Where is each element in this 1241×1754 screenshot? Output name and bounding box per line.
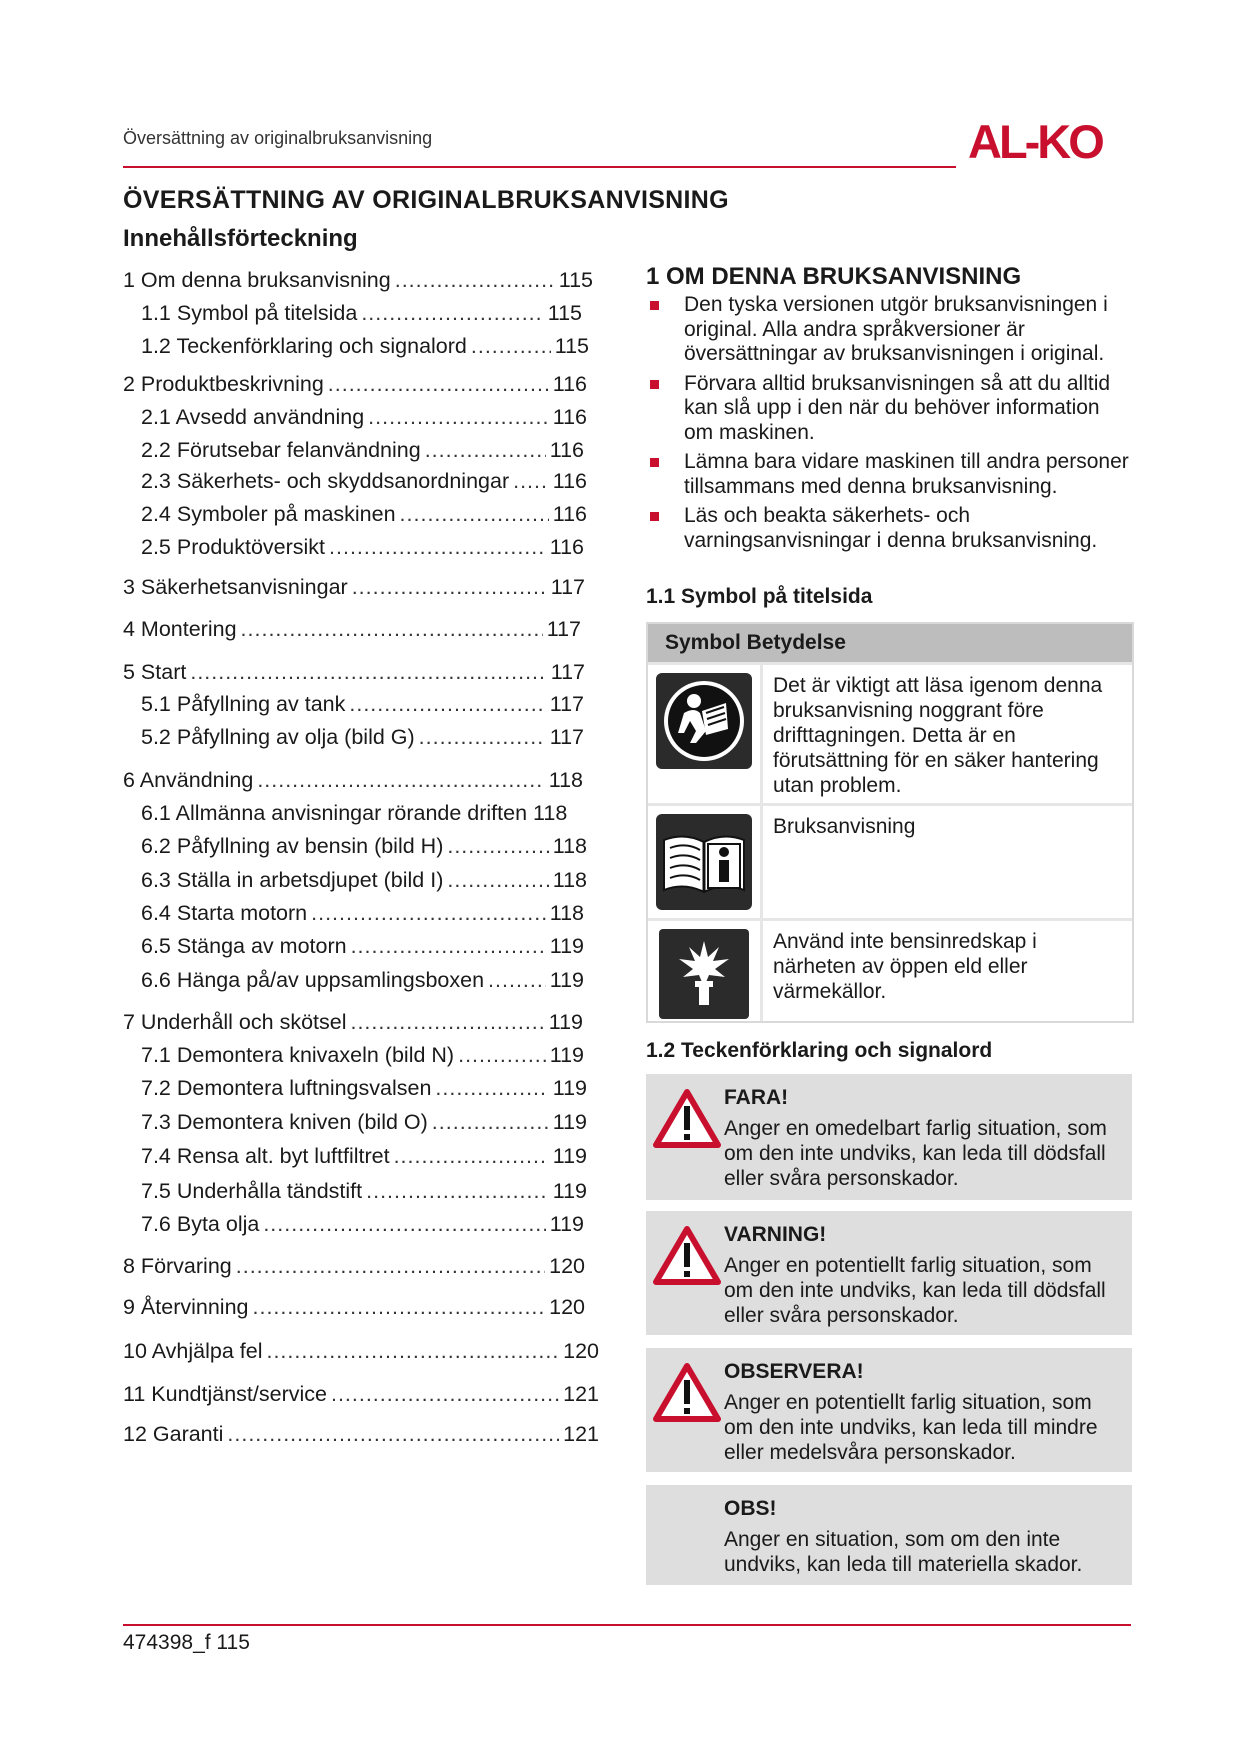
warning-triangle-icon bbox=[653, 1225, 721, 1285]
toc-leader bbox=[351, 934, 546, 959]
toc-leader bbox=[329, 535, 546, 560]
toc-entry-page: 116 bbox=[549, 535, 584, 559]
toc-entry-label: 6.2 Påfyllning av bensin (bild H) bbox=[141, 834, 444, 858]
bullet-item: Den tyska versionen utgör bruksanvisningen i original. Alla andra språkversioner är översättningar av bruksanvisningen i original. bbox=[646, 293, 1132, 367]
toc-entry-page: 117 bbox=[546, 617, 581, 641]
toc-leader bbox=[328, 372, 549, 397]
section-1-bullets bbox=[646, 293, 1132, 558]
toc-entry-label: 2.2 Förutsebar felanvändning bbox=[141, 438, 421, 462]
warning-triangle-icon bbox=[653, 1088, 721, 1148]
logo-text: AL-KO bbox=[968, 115, 1102, 168]
toc-entry-page: 117 bbox=[549, 692, 584, 716]
toc-entry-label: 7.2 Demontera luftningsvalsen bbox=[141, 1076, 432, 1100]
toc-entry-page: 120 bbox=[549, 1295, 585, 1319]
toc-leader bbox=[447, 834, 548, 859]
toc-entry-page: 115 bbox=[554, 334, 589, 358]
warning-triangle-icon bbox=[653, 1362, 721, 1422]
toc-leader bbox=[435, 1076, 548, 1101]
toc-entry-page: 116 bbox=[552, 372, 587, 396]
toc-entry[interactable] bbox=[141, 1043, 584, 1068]
toc-entry-label: 7.5 Underhålla tändstift bbox=[141, 1179, 363, 1203]
toc-entry-page: 117 bbox=[549, 725, 584, 749]
symbol-meaning: Det är viktigt att läsa igenom denna bruksanvisning noggrant före drifttagningen. Detta är en förutsättning för en säker hantering utan problem. bbox=[773, 674, 1103, 797]
alko-logo bbox=[968, 112, 1128, 168]
toc-entry[interactable] bbox=[141, 1076, 587, 1101]
toc-entry-page: 115 bbox=[558, 268, 593, 292]
toc-entry[interactable] bbox=[141, 692, 584, 717]
toc-leader bbox=[513, 469, 549, 494]
warning-box-warning bbox=[646, 1211, 1132, 1335]
toc-entry[interactable] bbox=[141, 438, 584, 463]
toc-entry-label: 2.1 Avsedd användning bbox=[141, 405, 365, 429]
toc-entry-page: 120 bbox=[563, 1339, 599, 1363]
toc-entry[interactable] bbox=[141, 1212, 584, 1237]
toc-entry-page: 119 bbox=[552, 1110, 587, 1134]
signal-word: OBS! bbox=[724, 1497, 777, 1520]
warning-text: Anger en potentiellt farlig situation, som om den inte undviks, kan leda till dödsfall eller svåra personskador. bbox=[724, 1254, 1106, 1327]
toc-entry[interactable] bbox=[141, 405, 587, 430]
toc-leader bbox=[471, 334, 551, 359]
toc-entry-label: 2.4 Symboler på maskinen bbox=[141, 502, 396, 526]
toc-entry-page: 117 bbox=[550, 575, 585, 599]
toc-entry[interactable] bbox=[141, 469, 587, 494]
section-1-1-heading: 1.1 Symbol på titelsida bbox=[646, 585, 873, 608]
toc-entry-label: 7.3 Demontera kniven (bild O) bbox=[141, 1110, 428, 1134]
toc-leader bbox=[447, 868, 548, 893]
warning-content bbox=[724, 1360, 1119, 1465]
header-title: Översättning av originalbruksanvisning bbox=[123, 128, 433, 148]
toc-entry-label: 6 Användning bbox=[123, 768, 254, 792]
toc-entry-label: 5 Start bbox=[123, 660, 187, 684]
toc-entry-page: 117 bbox=[550, 660, 585, 684]
bullet-square-icon bbox=[650, 458, 659, 467]
toc-entry-label: 3 Säkerhetsanvisningar bbox=[123, 575, 348, 599]
toc-leader bbox=[311, 901, 546, 926]
toc-entry[interactable] bbox=[141, 1110, 587, 1135]
toc-entry[interactable] bbox=[141, 301, 582, 326]
toc-entry[interactable] bbox=[141, 502, 587, 527]
manual-info-icon bbox=[656, 814, 752, 910]
toc-leader bbox=[352, 575, 547, 600]
toc-entry[interactable] bbox=[141, 801, 596, 826]
toc-entry[interactable] bbox=[141, 1144, 587, 1169]
toc-entry-page: 116 bbox=[549, 438, 584, 462]
toc-entry[interactable] bbox=[123, 1422, 599, 1447]
toc-entry-page: 118 bbox=[552, 868, 587, 892]
toc-entry[interactable] bbox=[123, 268, 593, 293]
table-row bbox=[648, 918, 1132, 1021]
warning-content bbox=[724, 1086, 1119, 1191]
section-1-heading: 1 OM DENNA BRUKSANVISNING bbox=[646, 263, 1022, 290]
toc-leader bbox=[394, 1144, 549, 1169]
signal-word: FARA! bbox=[724, 1086, 789, 1109]
toc-entry[interactable] bbox=[123, 1010, 583, 1035]
toc-entry[interactable] bbox=[141, 334, 589, 359]
toc-entry[interactable] bbox=[123, 575, 585, 600]
toc-leader bbox=[253, 1295, 546, 1320]
toc-entry-page: 118 bbox=[552, 834, 587, 858]
toc-entry[interactable] bbox=[123, 1382, 599, 1407]
toc-entry[interactable] bbox=[123, 1295, 585, 1320]
toc-heading: Innehållsförteckning bbox=[123, 225, 358, 252]
toc-entry-page: 118 bbox=[548, 768, 583, 792]
toc-leader bbox=[241, 617, 543, 642]
toc-entry-page: 116 bbox=[552, 405, 587, 429]
toc-entry-label: 6.5 Stänga av motorn bbox=[141, 934, 347, 958]
symbol-cell bbox=[648, 665, 763, 803]
header-divider bbox=[123, 166, 956, 168]
toc-entry[interactable] bbox=[141, 934, 584, 959]
toc-leader bbox=[263, 1212, 545, 1237]
symbol-meaning: Använd inte bensinredskap i närheten av öppen eld eller värmekällor. bbox=[773, 930, 1037, 1003]
signal-word: OBSERVERA! bbox=[724, 1360, 864, 1383]
symbol-cell bbox=[648, 806, 763, 918]
bullet-item: Förvara alltid bruksanvisningen så att du alltid kan slå upp i den när du behöver information om maskinen. bbox=[646, 372, 1132, 446]
symbol-table bbox=[646, 622, 1134, 1023]
toc-entry-label: 10 Avhjälpa fel bbox=[123, 1339, 263, 1363]
toc-entry[interactable] bbox=[141, 868, 587, 893]
toc-leader bbox=[257, 768, 544, 793]
bullet-square-icon bbox=[650, 380, 659, 389]
toc-leader bbox=[400, 502, 549, 527]
toc-entry-label: 2.5 Produktöversikt bbox=[141, 535, 326, 559]
toc-leader bbox=[368, 405, 549, 430]
toc-entry-page: 119 bbox=[552, 1076, 587, 1100]
toc-entry[interactable] bbox=[123, 372, 587, 397]
toc-entry-label: 12 Garanti bbox=[123, 1422, 224, 1446]
toc-entry-label: 9 Återvinning bbox=[123, 1295, 249, 1319]
toc-entry[interactable] bbox=[123, 768, 583, 793]
toc-entry-label: 2.3 Säkerhets- och skyddsanordningar bbox=[141, 469, 510, 493]
notice-box bbox=[646, 1485, 1132, 1585]
toc-entry-label: 5.1 Påfyllning av tank bbox=[141, 692, 346, 716]
toc-entry-label: 1 Om denna bruksanvisning bbox=[123, 268, 391, 292]
toc-entry-page: 119 bbox=[549, 1043, 584, 1067]
warning-text: Anger en potentiellt farlig situation, som om den inte undviks, kan leda till mindre eller medelsvåra personskador. bbox=[724, 1391, 1098, 1464]
toc-entry-label: 2 Produktbeskrivning bbox=[123, 372, 324, 396]
toc-leader bbox=[488, 968, 546, 993]
toc-entry-page: 120 bbox=[549, 1254, 585, 1278]
toc-entry[interactable] bbox=[141, 901, 584, 926]
toc-entry-label: 6.4 Starta motorn bbox=[141, 901, 308, 925]
toc-leader bbox=[350, 1010, 544, 1035]
toc-entry-label: 1.2 Teckenförklaring och signalord bbox=[141, 334, 467, 358]
toc-entry-page: 118 bbox=[549, 901, 584, 925]
toc-entry[interactable] bbox=[141, 1179, 587, 1204]
toc-entry[interactable] bbox=[123, 1254, 585, 1279]
toc-entry-page: 119 bbox=[549, 934, 584, 958]
section-1-2-heading: 1.2 Teckenförklaring och signalord bbox=[646, 1039, 993, 1062]
toc-leader bbox=[395, 268, 555, 293]
read-manual-icon bbox=[656, 673, 752, 769]
toc-entry[interactable] bbox=[141, 968, 584, 993]
toc-leader bbox=[236, 1254, 545, 1279]
toc-leader bbox=[458, 1043, 546, 1068]
toc-entry-label: 7.4 Rensa alt. byt luftfiltret bbox=[141, 1144, 390, 1168]
signal-word: VARNING! bbox=[724, 1223, 827, 1246]
toc-leader bbox=[432, 1110, 549, 1135]
warning-box-danger bbox=[646, 1074, 1132, 1200]
toc-leader bbox=[190, 660, 546, 685]
fuel-fire-icon bbox=[659, 929, 749, 1019]
warning-text: Anger en situation, som om den inte undviks, kan leda till materiella skador. bbox=[724, 1528, 1083, 1576]
toc-leader bbox=[266, 1339, 559, 1364]
bullet-item: Lämna bara vidare maskinen till andra personer tillsammans med denna bruksanvisning. bbox=[646, 450, 1132, 499]
toc-entry-page: 119 bbox=[552, 1179, 587, 1203]
toc-leader bbox=[331, 1382, 559, 1407]
symbol-table-header: Symbol Betydelse bbox=[648, 624, 1132, 662]
toc-entry-page: 116 bbox=[552, 469, 587, 493]
toc-entry[interactable] bbox=[123, 660, 585, 685]
toc-leader bbox=[419, 725, 546, 750]
toc-leader bbox=[349, 692, 545, 717]
toc-entry[interactable] bbox=[141, 535, 584, 560]
toc-entry-label: 8 Förvaring bbox=[123, 1254, 232, 1278]
toc-leader bbox=[425, 438, 546, 463]
toc-entry-label: 6.1 Allmänna anvisningar rörande driften bbox=[141, 801, 528, 825]
symbol-meaning: Bruksanvisning bbox=[773, 815, 916, 838]
toc-leader bbox=[366, 1179, 549, 1204]
bullet-square-icon bbox=[650, 512, 659, 521]
toc-leader bbox=[361, 301, 543, 326]
toc-entry-page: 119 bbox=[549, 1212, 584, 1236]
toc-leader bbox=[227, 1422, 559, 1447]
toc-entry-page: 119 bbox=[548, 1010, 583, 1034]
toc-entry-page: 115 bbox=[547, 301, 582, 325]
symbol-cell bbox=[648, 921, 763, 1021]
toc-entry[interactable] bbox=[141, 725, 584, 750]
toc-entry-page: 121 bbox=[563, 1382, 599, 1406]
toc-entry-label: 6.3 Ställa in arbetsdjupet (bild I) bbox=[141, 868, 444, 892]
footer-doc-number: 474398_f 115 bbox=[123, 1631, 250, 1654]
warning-text: Anger en omedelbart farlig situation, som om den inte undviks, kan leda till dödsfall eller svåra personskador. bbox=[724, 1117, 1107, 1190]
warning-content bbox=[724, 1223, 1119, 1328]
toc-entry-page: 119 bbox=[549, 968, 584, 992]
bullet-square-icon bbox=[650, 301, 659, 310]
toc-entry-page: 119 bbox=[552, 1144, 587, 1168]
toc-entry-page: 118 bbox=[533, 801, 568, 825]
page-title: ÖVERSÄTTNING AV ORIGINALBRUKSANVISNING bbox=[123, 186, 729, 214]
toc-entry-label: 7.1 Demontera knivaxeln (bild N) bbox=[141, 1043, 455, 1067]
toc-entry-label: 7.6 Byta olja bbox=[141, 1212, 260, 1236]
toc-entry-label: 11 Kundtjänst/service bbox=[123, 1382, 327, 1406]
toc-entry-label: 7 Underhåll och skötsel bbox=[123, 1010, 347, 1034]
toc-entry[interactable] bbox=[123, 617, 581, 642]
warning-box-caution bbox=[646, 1348, 1132, 1472]
toc-entry-label: 1.1 Symbol på titelsida bbox=[141, 301, 358, 325]
toc-entry[interactable] bbox=[141, 834, 587, 859]
toc-entry-page: 121 bbox=[563, 1422, 599, 1446]
toc-entry[interactable] bbox=[123, 1339, 599, 1364]
toc-entry-label: 4 Montering bbox=[123, 617, 237, 641]
footer-divider bbox=[123, 1624, 1131, 1626]
toc-entry-label: 6.6 Hänga på/av uppsamlingsboxen bbox=[141, 968, 485, 992]
table-row bbox=[648, 803, 1132, 918]
warning-content bbox=[724, 1497, 1119, 1577]
toc-entry-label: 5.2 Påfyllning av olja (bild G) bbox=[141, 725, 415, 749]
table-row bbox=[648, 662, 1132, 803]
toc-entry-page: 116 bbox=[552, 502, 587, 526]
bullet-item: Läs och beakta säkerhets- och varningsanvisningar i denna bruksanvisning. bbox=[646, 504, 1132, 553]
